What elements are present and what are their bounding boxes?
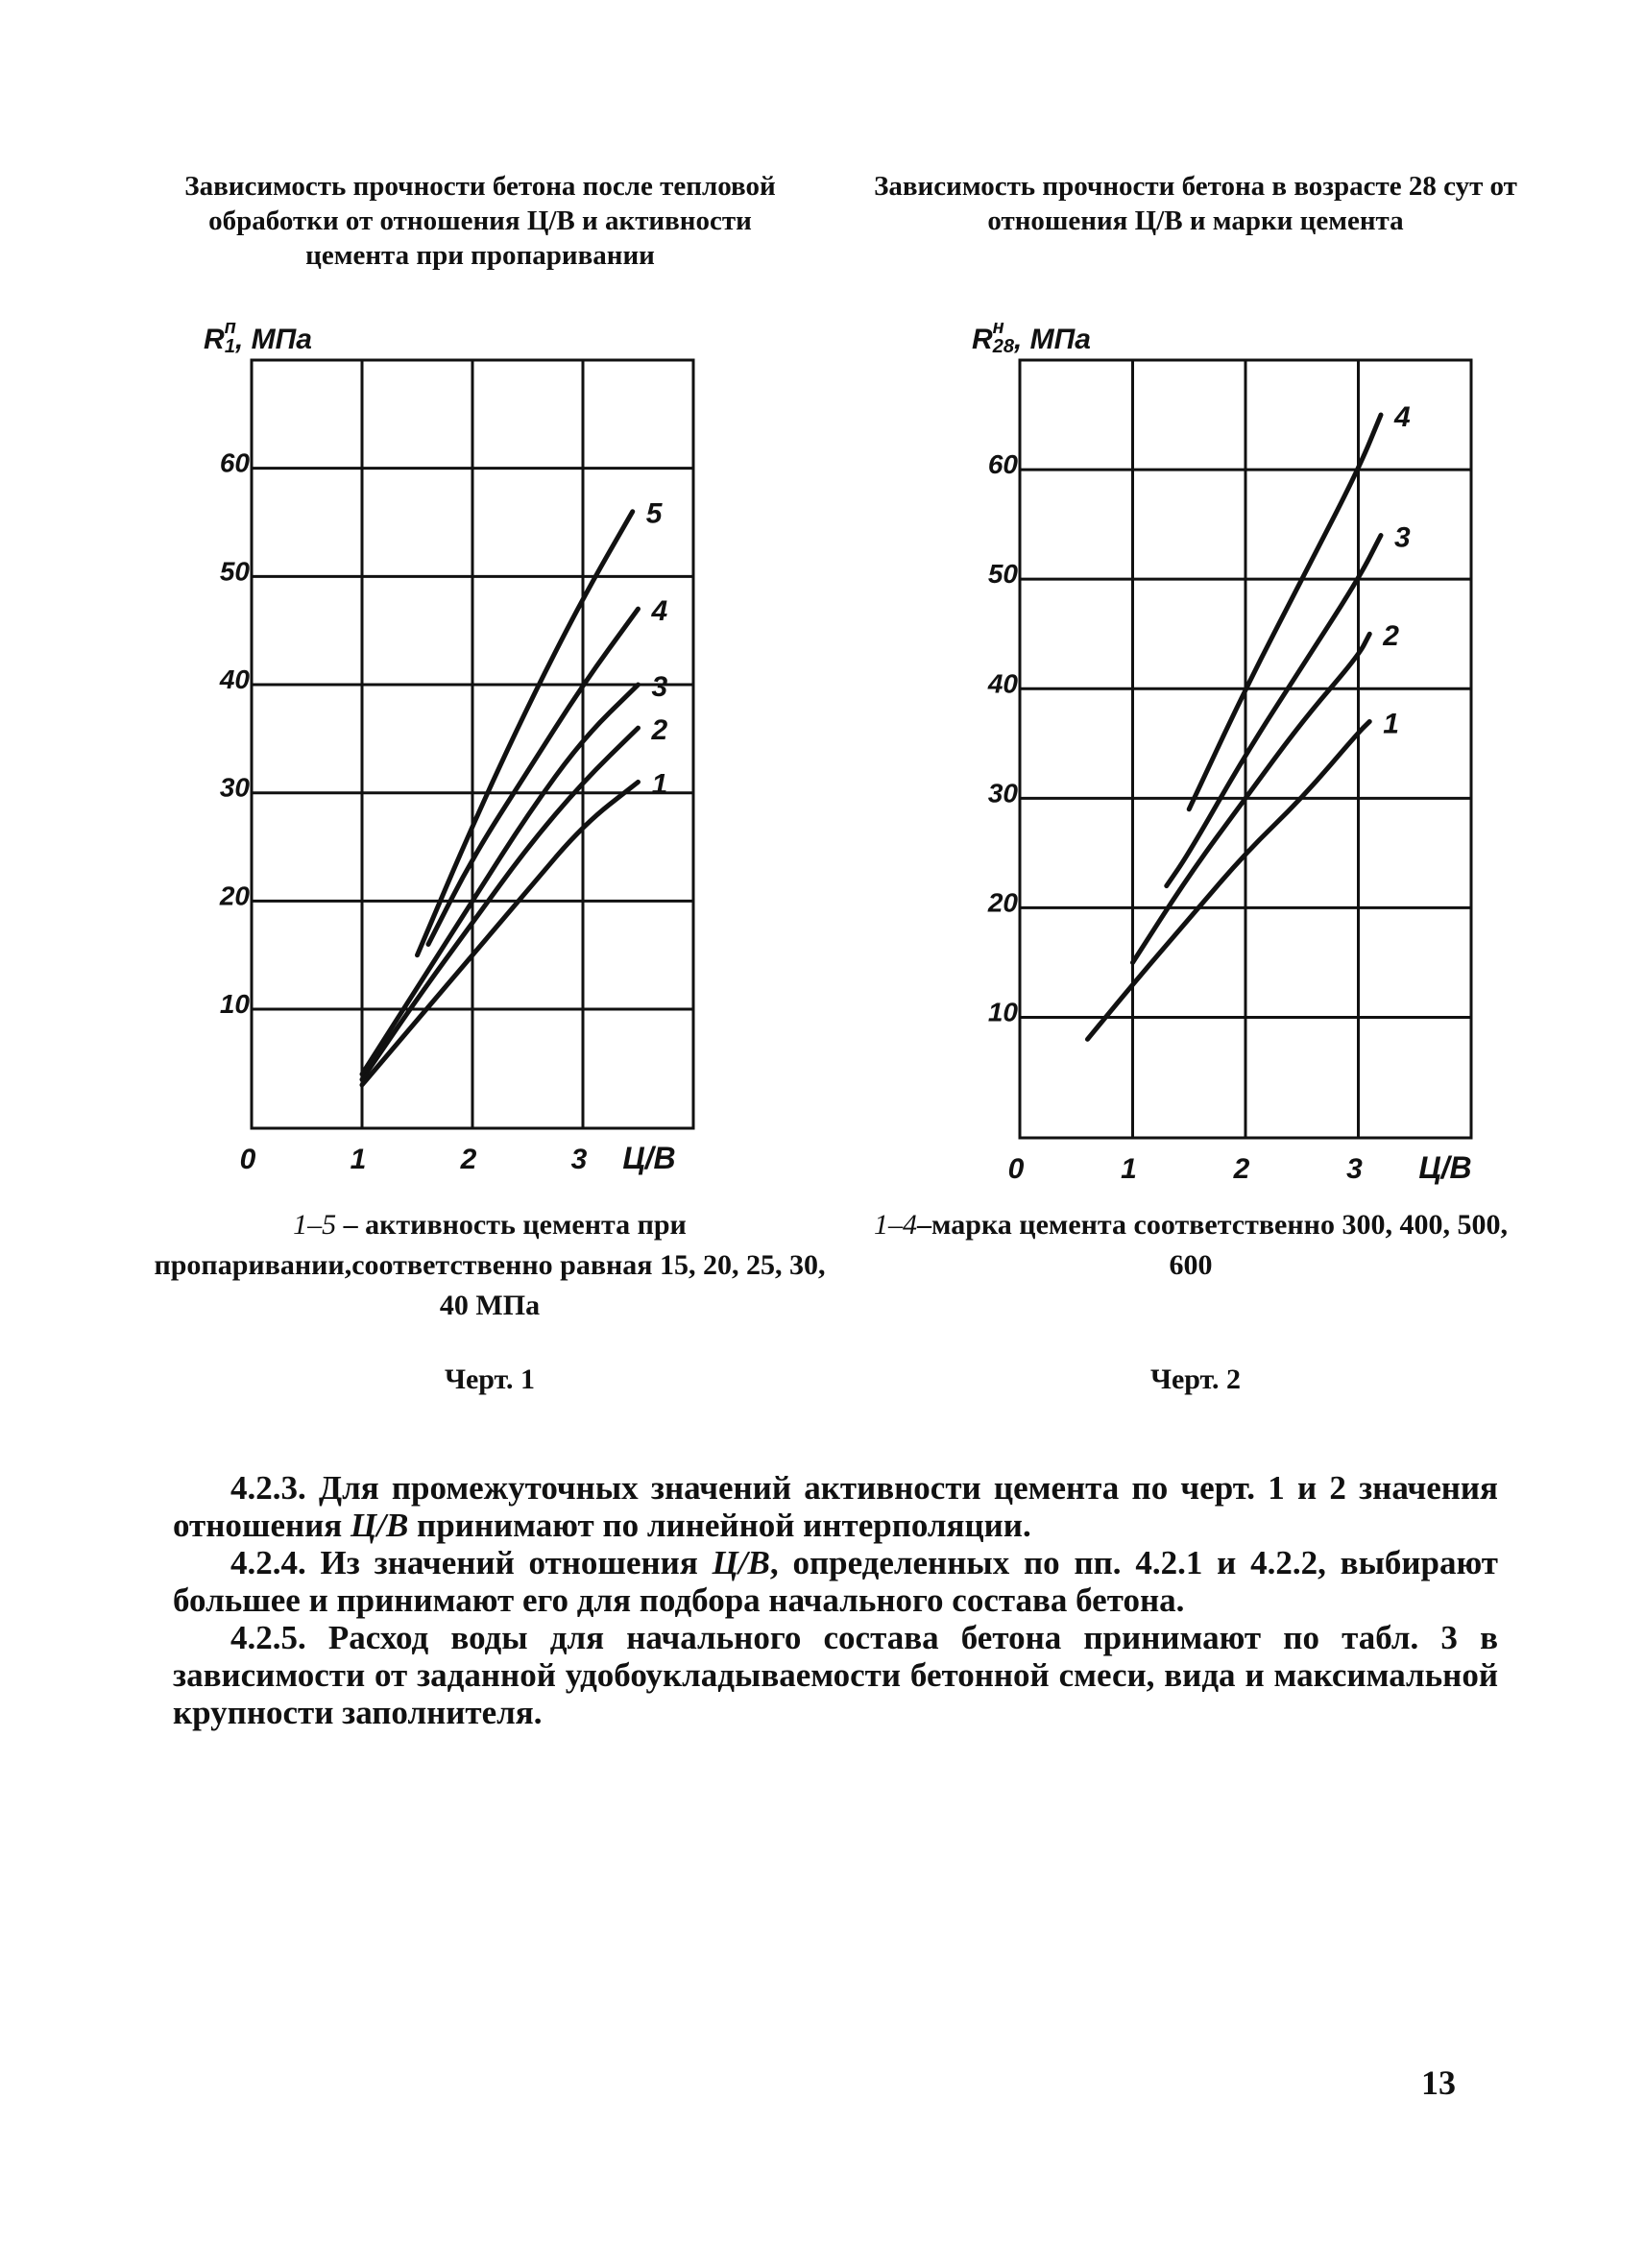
chart2-caption-range: 1–4 bbox=[874, 1209, 918, 1241]
chart1-series-label-5: 5 bbox=[645, 497, 663, 530]
chart2-ylabel-unit: , МПа bbox=[1014, 324, 1091, 355]
chart2-series-label-1: 1 bbox=[1383, 708, 1399, 740]
chart1-ytick-20: 20 bbox=[219, 881, 250, 911]
p2-cw: Ц/В bbox=[712, 1544, 770, 1581]
chart2-ytick-30: 30 bbox=[987, 778, 1018, 808]
chart2-xtick-0: 0 bbox=[1007, 1153, 1025, 1185]
chart1-series-1 bbox=[362, 782, 639, 1084]
chart1-caption bbox=[154, 1205, 826, 1326]
chart1-ytick-50: 50 bbox=[219, 556, 250, 587]
chart1-xlabel: Ц/В bbox=[622, 1141, 676, 1175]
chart2 bbox=[972, 317, 1472, 1185]
chart1-series-4 bbox=[428, 609, 639, 944]
chart1-xtick-1: 1 bbox=[350, 1144, 367, 1175]
chart1-ylabel-sup: п bbox=[224, 317, 236, 338]
chart1-ytick-30: 30 bbox=[219, 772, 250, 803]
chart1-ylabel-main: R bbox=[204, 324, 225, 355]
chart2-ylabel bbox=[972, 317, 1091, 357]
chart2-ylabel-sup: н bbox=[992, 317, 1004, 338]
chart2-ylabel-sub: 28 bbox=[992, 336, 1015, 357]
chart2-xtick-3: 3 bbox=[1346, 1153, 1363, 1185]
chart1-ytick-40: 40 bbox=[219, 664, 250, 695]
chart2-series-1 bbox=[1088, 721, 1370, 1039]
paragraph-4-2-4 bbox=[173, 1544, 1498, 1619]
chart1-ylabel bbox=[204, 317, 312, 357]
chart1-series-label-1: 1 bbox=[651, 768, 668, 801]
chart2-series-label-2: 2 bbox=[1383, 620, 1399, 653]
figure-1-label: Черт. 1 bbox=[444, 1363, 536, 1395]
chart2-title: Зависимость прочности бетона в возрасте 28 сут от отношения Ц/В и марки цемента bbox=[874, 171, 1517, 236]
figure-2-label: Черт. 2 bbox=[1149, 1363, 1242, 1395]
chart1 bbox=[204, 317, 693, 1175]
p2-text-a: 4.2.4. Из значений отношения bbox=[230, 1544, 713, 1581]
p2-text-b: , определенных по пп. 4.2.1 и 4.2.2, выбирают большее и принимают его для подбора начального состава бетона. bbox=[173, 1544, 1499, 1619]
chart1-ytick-60: 60 bbox=[219, 447, 250, 478]
chart2-series-3 bbox=[1167, 536, 1381, 886]
page-number: 13 bbox=[1421, 2063, 1456, 2102]
chart2-xlabel: Ц/В bbox=[1418, 1150, 1472, 1185]
chart1-series-label-3: 3 bbox=[651, 671, 668, 704]
p1-text-b: принимают по линейной интерполяции. bbox=[408, 1507, 1031, 1544]
chart1-xtick-2: 2 bbox=[460, 1144, 477, 1175]
chart2-ytick-20: 20 bbox=[987, 887, 1018, 918]
chart1-title: Зависимость прочности бетона после тепловой обработки от отношения Ц/В и активности цемента при пропаривании bbox=[184, 171, 776, 271]
chart1-series-5 bbox=[418, 512, 633, 955]
chart2-ylabel-main: R bbox=[972, 324, 993, 355]
paragraph-4-2-5 bbox=[173, 1619, 1498, 1731]
chart1-series-label-2: 2 bbox=[651, 714, 668, 747]
chart2-series-4 bbox=[1189, 415, 1381, 809]
chart1-caption-range: 1–5 bbox=[293, 1209, 337, 1241]
chart2-caption bbox=[855, 1205, 1527, 1286]
chart1-caption-text: – активность цемента при пропаривании,соответственно равная 15, 20, 25, 30, 40 МПа bbox=[154, 1209, 826, 1321]
chart2-series-label-3: 3 bbox=[1394, 521, 1411, 554]
p1-text-a: 4.2.3. Для промежуточных значений активности цемента по черт. 1 и 2 значения отношения bbox=[173, 1469, 1498, 1544]
chart1-ylabel-unit: , МПа bbox=[235, 324, 312, 355]
p1-cw: Ц/В bbox=[351, 1507, 409, 1544]
chart1-xtick-0: 0 bbox=[239, 1144, 256, 1175]
chart2-ytick-10: 10 bbox=[987, 997, 1018, 1027]
chart1-series-2 bbox=[362, 728, 639, 1079]
chart2-xtick-2: 2 bbox=[1233, 1153, 1250, 1185]
p3-text: 4.2.5. Расход воды для начального состава бетона принимают по табл. 3 в зависимости от заданной удобоукладываемости бетонной смеси, вида и максимальной крупности заполнителя. bbox=[173, 1619, 1498, 1731]
chart2-caption-text: –марка цемента соответственно 300, 400, 500, 600 bbox=[917, 1209, 1508, 1281]
chart2-ytick-60: 60 bbox=[987, 449, 1018, 480]
chart1-series-label-4: 4 bbox=[651, 595, 668, 628]
chart2-ytick-50: 50 bbox=[987, 559, 1018, 590]
chart1-ylabel-sub: 1 bbox=[224, 336, 236, 357]
paragraph-4-2-3 bbox=[173, 1469, 1498, 1544]
chart2-series-label-4: 4 bbox=[1394, 401, 1411, 434]
chart1-ytick-10: 10 bbox=[219, 989, 250, 1020]
chart2-ytick-40: 40 bbox=[987, 668, 1018, 699]
chart1-xtick-3: 3 bbox=[570, 1144, 588, 1175]
chart2-xtick-1: 1 bbox=[1121, 1153, 1137, 1185]
